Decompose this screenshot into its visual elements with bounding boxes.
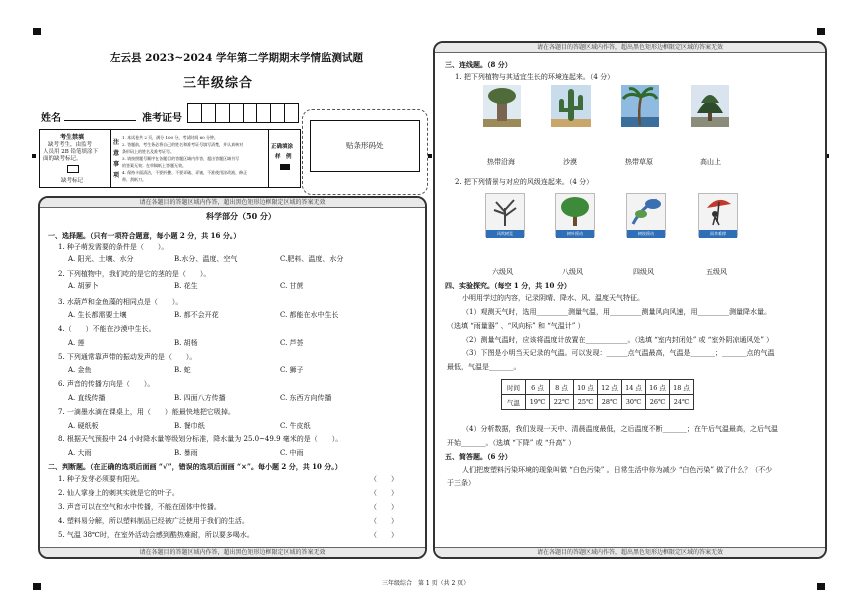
- judgement-text: 3. 声音可以在空气和水中传播，不能在固体中传播。: [58, 503, 221, 511]
- table-cell: 8 点: [550, 380, 574, 395]
- option-c[interactable]: C. 狮子: [280, 366, 304, 374]
- option-c[interactable]: C. 东西方向传播: [280, 394, 332, 402]
- attention-vertical: [113, 137, 121, 181]
- question-text: 8. 根据天气预报中 24 小时降水量等级划分标准，降水量为 25.0~49.9 毫米的是（ ）。: [58, 435, 343, 443]
- notice-cell: [40, 130, 111, 187]
- attention-item: 带、刮纸刀。: [122, 177, 146, 182]
- wind-label[interactable]: 五级风: [706, 268, 727, 276]
- left-answer-panel: [38, 196, 427, 559]
- part4-title: 四、实验探究。（每空 1 分，共 10 分）: [445, 281, 571, 290]
- id-box[interactable]: [271, 103, 285, 123]
- question-text: 3. 水葫芦和金鱼藻的相同点是（ ）。: [58, 298, 183, 306]
- barcode-label: 贴条形码处: [346, 141, 384, 150]
- judgement-text: 4. 塑料易分解，所以塑料制品已经被广泛使用于我们的生活。: [58, 517, 249, 525]
- answer-area[interactable]: [447, 493, 813, 543]
- question-text: 4.（ ）不能在沙漠中生长。: [58, 325, 156, 333]
- table-cell: 18 点: [670, 380, 694, 395]
- table-cell: 25℃: [574, 395, 598, 410]
- table-header-cell: 时间: [502, 380, 526, 395]
- question-text: 7. 一滴墨水滴在课桌上，用（ ）能最快地把它吸掉。: [58, 408, 235, 416]
- option-a[interactable]: A. 金鱼: [68, 366, 92, 374]
- attention-item: 条形码上的姓名及准考证号。: [122, 149, 174, 154]
- env-label[interactable]: 沙漠: [563, 158, 577, 166]
- attention-item: 1. 本试卷共 2 页，满分 100 分，考试时间 60 分钟。: [122, 135, 218, 140]
- experiment-line: （1）观测天气时，选用_________测量气温，用_________测量风向风速，用_________测量降水量。: [462, 308, 771, 316]
- id-label: 准考证号: [142, 113, 182, 124]
- experiment-line: 小明用学过的内容，记录阴晴、降水、风、温度天气特征。: [462, 294, 644, 302]
- attention-char: 事: [113, 161, 120, 168]
- fill-sample-label: 样 例: [275, 154, 292, 160]
- section-title: 科学部分（50 分）: [206, 211, 276, 221]
- experiment-line: （2）测量气温时，应该将温度计放置在____________。（选填 “室内封闭处” 或 “室外阴凉通风处” ）: [462, 336, 774, 344]
- attention-char: 项: [113, 172, 120, 179]
- notice-line: 面的缺考标记。: [43, 156, 82, 162]
- attention-item: 2. 答题前，考生务必将自己的姓名和准考证号填写清楚，并认真核对: [122, 142, 244, 147]
- table-header-cell: 气温: [502, 395, 526, 410]
- env-label[interactable]: 热带草原: [625, 158, 653, 166]
- barcode-area[interactable]: [302, 109, 428, 195]
- id-box[interactable]: [285, 103, 299, 123]
- page-footer: 三年级综合 第 1 页（共 2 页）: [382, 580, 470, 587]
- option-a[interactable]: A. 大雨: [68, 449, 92, 457]
- fill-sample-mark: [280, 164, 290, 170]
- fill-sample-label: 正确填涂: [271, 144, 294, 150]
- absent-box[interactable]: [67, 165, 79, 173]
- table-row: [502, 380, 694, 395]
- option-a[interactable]: A. 莲: [68, 339, 85, 347]
- judgement-paren[interactable]: （ ）: [370, 475, 398, 483]
- attention-items: [122, 134, 267, 183]
- id-box[interactable]: [187, 103, 202, 123]
- env-label[interactable]: 热带沿海: [487, 158, 515, 166]
- id-box[interactable]: [202, 103, 216, 123]
- registration-mark-tl: [33, 28, 41, 35]
- experiment-line: 开始_______。（选填 “下降” 或 “升高” ）: [447, 439, 576, 447]
- option-b[interactable]: B. 暴雨: [174, 449, 198, 457]
- subject-title: 三年级综合: [183, 76, 254, 91]
- id-box[interactable]: [257, 103, 271, 123]
- id-box[interactable]: [216, 103, 230, 123]
- table-cell: 10 点: [574, 380, 598, 395]
- question-text: 2. 下列植物中，我们吃的是它的茎的是（ ）。: [58, 270, 211, 278]
- table-cell: 28℃: [598, 395, 622, 410]
- fill-sample-cell: [268, 130, 301, 187]
- attention-char: 意: [113, 150, 120, 157]
- table-cell: 16 点: [646, 380, 670, 395]
- experiment-line: （3）下图是小明当天记录的气温。可以发现：______点气温最高，气温是_______；_______点的气温: [462, 349, 775, 357]
- table-cell: 14 点: [622, 380, 646, 395]
- wind-label[interactable]: 八级风: [562, 268, 583, 276]
- question-text: 5. 下列通常靠声带的振动发声的是（ ）。: [58, 353, 197, 361]
- table-cell: 26℃: [646, 395, 670, 410]
- option-b[interactable]: B.水分、温度、空气: [174, 255, 238, 263]
- judgement-paren[interactable]: （ ）: [370, 489, 398, 497]
- wind-label[interactable]: 四级风: [633, 268, 654, 276]
- experiment-line: 最低，气温是_______。: [447, 363, 521, 371]
- option-a[interactable]: A. 胡萝卜: [68, 282, 99, 290]
- scene-caption: 风吹树晃: [486, 230, 524, 238]
- scene-umbrella-image: [698, 193, 738, 237]
- table-cell: 19℃: [526, 395, 550, 410]
- plant-cactus-image: [551, 85, 591, 127]
- judgement-paren[interactable]: （ ）: [370, 531, 398, 539]
- scene-caption: 树叶摇动: [556, 230, 594, 238]
- id-box[interactable]: [230, 103, 244, 123]
- boundary-notice-top: 请在各题目的答题区域内作答，超出黑色矩形边框限定区域的答案无效: [40, 198, 425, 208]
- part5-title: 五、简答题。（6 分）: [445, 452, 512, 461]
- name-label: 姓名: [41, 113, 61, 124]
- judgement-text: 2. 仙人掌身上的刺其实就是它的叶子。: [58, 489, 179, 497]
- table-cell: 12 点: [598, 380, 622, 395]
- table-row: [502, 395, 694, 410]
- absent-label: 缺考标记: [61, 178, 84, 184]
- scene-swaying-branches-image: [626, 193, 666, 237]
- plant-baobab-image: [483, 85, 521, 127]
- short-answer-line: 人们把废塑料污染环境的现象叫做 “白色污染” 。日常生活中你为减少 “白色污染” 做了什么？（不少: [462, 466, 773, 474]
- scene-caption: 雨伞难撑: [699, 230, 737, 238]
- boundary-notice-bottom: 请在各题目的答题区域内作答，超出黑色矩形边框限定区域的答案无效: [435, 547, 825, 557]
- temperature-table: [501, 379, 694, 410]
- right-answer-panel: [433, 41, 827, 559]
- option-c[interactable]: C. 牛皮纸: [280, 422, 311, 430]
- option-b[interactable]: B. 花生: [174, 282, 198, 290]
- table-cell: 24℃: [670, 395, 694, 410]
- matching-q1: 1. 把下列植物与其适宜生长的环境连起来。（4 分）: [455, 73, 615, 81]
- env-label[interactable]: 高山上: [700, 158, 721, 166]
- option-c[interactable]: C.肥料、温度、水分: [280, 255, 344, 263]
- scene-leafy-tree-image: [555, 193, 595, 237]
- experiment-line: （选填 “雨量器” 、“风向标” 和 “气温计” ）: [447, 322, 585, 330]
- notice-line: 缺考考生，由监考: [48, 142, 93, 148]
- option-c[interactable]: C. 甘蔗: [280, 282, 304, 290]
- judgement-text: 5. 气温 38℃时，在室外活动会感到酷热难耐，所以要多喝水。: [58, 531, 254, 539]
- option-a[interactable]: A. 阳光、土壤、水分: [68, 255, 134, 263]
- attention-char: 注: [113, 139, 120, 146]
- judgement-paren[interactable]: （ ）: [370, 503, 398, 511]
- part2-title: 二、判断题。（在正确的选项后面画 “√”，错误的选项后面画 “×”。每小题 2 分，共 10 分。）: [48, 462, 342, 471]
- registration-mark-tr: [817, 28, 825, 35]
- option-b[interactable]: B. 蛇: [174, 366, 191, 374]
- short-answer-line: 于三条）: [447, 479, 475, 487]
- question-text: 1. 种子萌发需要的条件是（ ）。: [58, 243, 169, 251]
- table-cell: 6 点: [526, 380, 550, 395]
- registration-mark-br: [817, 583, 825, 590]
- boundary-notice-top: 请在各题目的答题区域内作答，超出黑色矩形边框限定区域的答案无效: [435, 43, 825, 53]
- option-b[interactable]: B. 胡杨: [174, 339, 198, 347]
- notice-title: 考生禁填: [60, 134, 85, 141]
- registration-mark-mid: [428, 154, 432, 158]
- option-a[interactable]: A. 生长都需要土壤: [68, 311, 127, 319]
- option-b[interactable]: B. 餐巾纸: [174, 422, 205, 430]
- table-cell: 30℃: [622, 395, 646, 410]
- table-cell: 22℃: [550, 395, 574, 410]
- option-a[interactable]: A. 硬纸板: [68, 422, 99, 430]
- exam-title: 左云县 2023~2024 学年第二学期期末学情监测试题: [110, 52, 364, 64]
- notice-block: [39, 129, 301, 188]
- judgement-paren[interactable]: （ ）: [370, 517, 398, 525]
- option-a[interactable]: A. 直线传播: [68, 394, 106, 402]
- boundary-notice-bottom: 请在各题目的答题区域内作答，超出黑色矩形边框限定区域的答案无效: [40, 547, 425, 557]
- id-boxes[interactable]: [187, 103, 299, 123]
- option-b[interactable]: B. 四面八方传播: [174, 394, 226, 402]
- registration-mark-side-l: [32, 154, 36, 158]
- attention-item: 4. 保持卡面清洁，不要折叠、不要弄破、弄皱，不准使用涂改液、修正: [122, 170, 248, 175]
- scene-bare-tree-image: [485, 193, 525, 237]
- option-c[interactable]: C. 中雨: [280, 449, 304, 457]
- plant-palm-image: [621, 85, 659, 127]
- part1-title: 一、选择题。（只有一项符合题意，每小题 2 分，共 16 分。）: [48, 231, 241, 240]
- plant-pine-image: [691, 85, 729, 127]
- option-c[interactable]: C. 都能在水中生长: [280, 311, 339, 319]
- registration-mark-bl: [33, 583, 41, 590]
- scene-caption: 树枝摇动: [627, 230, 665, 238]
- judgement-text: 1. 种子发芽必须要有阳光。: [58, 475, 144, 483]
- attention-item: 的答案无效；在草稿纸上答题无效。: [122, 163, 186, 168]
- notice-line: 人员用 2B 铅笔填涂下: [43, 149, 99, 155]
- experiment-line: （4）分析数据，我们发现一天中、清晨温度最低，之后温度不断_______；在午后气温最高，之后气温: [462, 425, 778, 433]
- name-underline[interactable]: [64, 120, 136, 121]
- question-text: 6. 声音的传播方向是（ ）。: [58, 380, 155, 388]
- part3-title: 三、连线题。（8 分）: [445, 60, 512, 69]
- attention-item: 3. 请按照题号顺序在各题目的答题区域内作答，超出答题区域书写: [122, 156, 240, 161]
- option-b[interactable]: B. 都不会开花: [174, 311, 219, 319]
- option-c[interactable]: C. 芦荟: [280, 339, 304, 347]
- wind-label[interactable]: 六级风: [492, 268, 513, 276]
- id-box[interactable]: [244, 103, 258, 123]
- matching-q2: 2. 把下列情景与对应的风级连起来。（4 分）: [455, 178, 594, 186]
